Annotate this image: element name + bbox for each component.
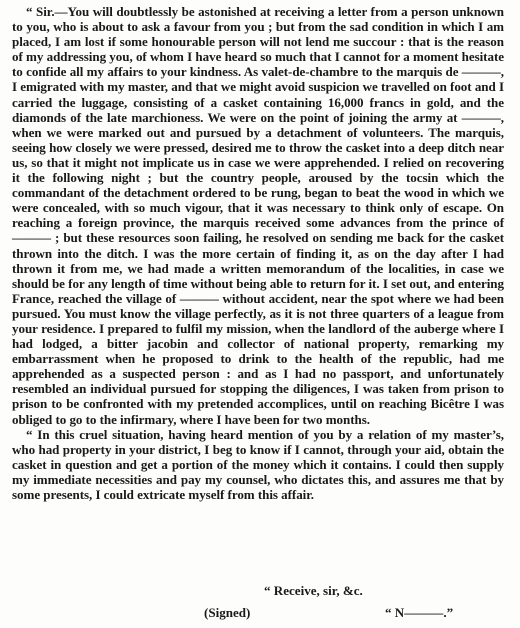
letter-paragraph-2: “ In this cruel situation, having heard mention of you by a relation of my master’s, who had property in your district, I beg to know if I cannot, through your aid, obtain the casket in question and get a portion of the money which it contains. I could then supply my immediate necessities and pay my counsel, who dictates this, and assures me that by some presents, I could extricate myself from this affair. bbox=[12, 426, 504, 502]
letter-paragraph-1: “ Sir.—You will doubtlessly be astonished at receiving a letter from a person unknown to you, who is about to ask a favour from you ; but from the sad condition in which I am placed, I am lost if some honourable person will not lend me succour : that is the reason of my addressing you, of whom I have heard so much that I cannot for a moment hesitate to confide all my affairs to your kindness. As valet-de-chambre to the marquis de ———, I emigrated with my master, and that we might avoid suspicion we travelled on foot and I carried the luggage, consisting of a casket containing 16,000 francs in gold, and the diamonds of the late marchioness. We were on the point of joining the army at ———, when we were marked out and pursued by a detachment of volunteers. The marquis, seeing how closely we were pressed, desired me to throw the casket into a deep ditch near us, so that it might not implicate us in case we were apprehended. I relied on recovering it the following night ; but the country people, aroused by the tocsin which the commandant of the detachment ordered to be rung, began to beat the wood in which we were concealed, with so much vigour, that it was necessary to think only of escape. On reaching a foreign province, the marquis received some advances from the prince of ——— ; but these resources soon failing, he resolved on sending me back for the casket thrown into the ditch. I was the more certain of finding it, as on the day after I had thrown it from me, we had made a written memorandum of the localities, in case we should be for any length of time without being able to return for it. I set out, and entering France, reached the village of ——— without accident, near the spot where we had been pursued. You must know the village perfectly, as it is not three quarters of a league from your residence. I prepared to fulfil my mission, when the landlord of the auberge where I had lodged, a bitter jacobin and collector of national property, remarking my embarrassment when he proposed to drink to the health of the republic, had me apprehended as a suspected person : and as I had no passport, and unfortunately resembled an individual pursued for stopping the diligences, I was taken from prison to prison to be confronted with my pretended accomplices, until on reaching Bicêtre I was obliged to go to the infirmary, where I have been for two months. bbox=[12, 4, 504, 427]
letter-closing: “ Receive, sir, &c. bbox=[264, 583, 363, 598]
letter-body bbox=[12, 4, 504, 502]
signed-label: (Signed) bbox=[204, 605, 251, 620]
letter-signature: “ N———.” bbox=[385, 605, 454, 620]
